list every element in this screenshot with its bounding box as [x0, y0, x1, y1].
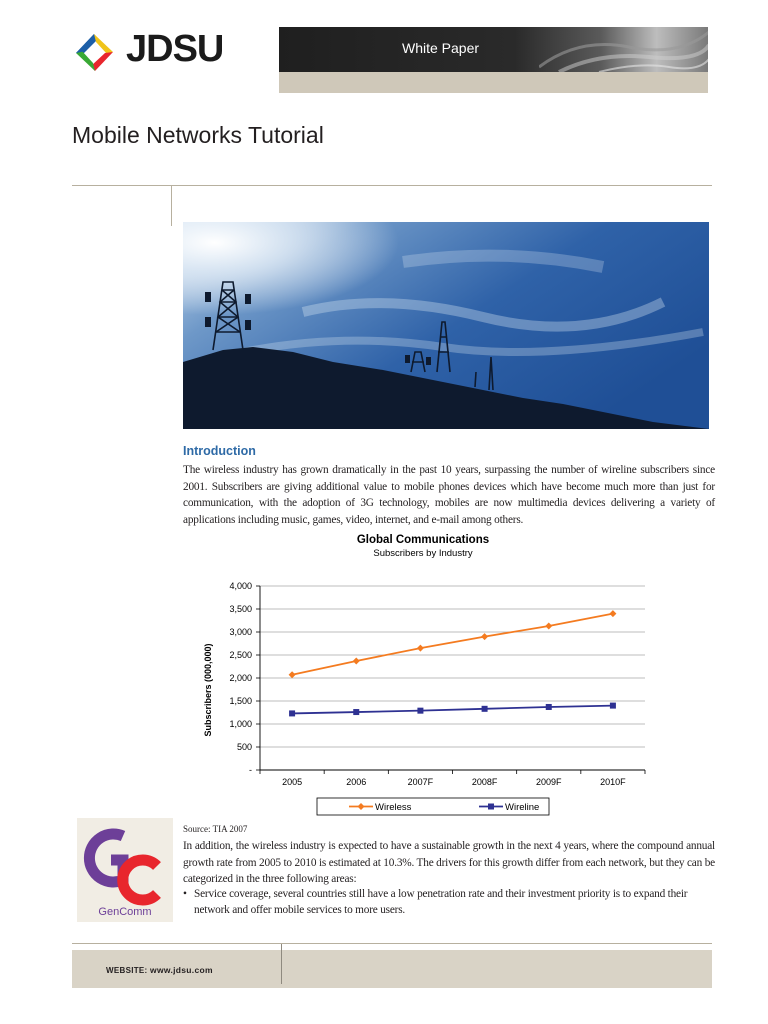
chart-series-line-wireless	[292, 614, 613, 675]
footer-divider	[72, 943, 712, 944]
chart-point-wireline	[610, 703, 616, 709]
chart-legend-label: Wireless	[375, 802, 412, 813]
divider	[72, 185, 712, 186]
chart-legend-marker	[488, 804, 494, 810]
chart-ytick-label: 1,000	[229, 719, 252, 729]
page-title: Mobile Networks Tutorial	[72, 122, 324, 148]
chart-ytick-label: 4,000	[229, 581, 252, 591]
chart-series-line-wireline	[292, 706, 613, 714]
chart-ytick-label: 2,500	[229, 650, 252, 660]
chart-xtick-label: 2005	[282, 777, 303, 787]
chart-point-wireline	[353, 709, 359, 715]
chart-xtick-label: 2009F	[535, 777, 562, 787]
intro-paragraph: The wireless industry has grown dramatically in the past 10 years, surpassing the number of wireline subscribers since 2001. Subscribers are giving additional value to mobile phones devices which have become much more than just for communication, with the adoption of 3G technology, mobiles are now multimedia devices delivering a variety of applications including music, games, video, internet, and e-mail among others.	[183, 464, 715, 526]
chart-ytick-label: 2,000	[229, 673, 252, 683]
gencomm-logo	[77, 818, 173, 922]
chart-point-wireless	[481, 633, 488, 640]
divider-vertical	[171, 186, 172, 226]
brand-name: JDSU	[126, 28, 224, 70]
footer-divider-vertical	[281, 944, 282, 984]
footer-website-label: WEBSITE:	[106, 966, 148, 975]
chart-ytick-label: 3,500	[229, 604, 252, 614]
bullet-icon: •	[183, 888, 187, 900]
chart-legend-label: Wireline	[505, 802, 540, 813]
chart-source: Source: TIA 2007	[183, 824, 248, 834]
list-item-text: Service coverage, several countries still have a low penetration rate and their investment priority is to expand their network and offer mobile services to more users.	[194, 888, 688, 916]
growth-paragraph: In addition, the wireless industry is expected to have a sustainable growth in the next 4 years, where the compound annual growth rate from 2005 to 2010 is estimated at 10.3%. The drivers for this growth differ from each network, but they can be categorized in the three following areas:	[183, 840, 715, 885]
chart-xtick-label: 2006	[346, 777, 367, 787]
chart-ytick-label: 1,500	[229, 696, 252, 706]
header-subband	[279, 72, 708, 93]
chart-point-wireless	[289, 671, 296, 678]
header-band	[279, 27, 708, 72]
section-heading: Introduction	[183, 444, 256, 458]
chart-point-wireless	[417, 645, 424, 652]
chart-xtick-label: 2008F	[471, 777, 498, 787]
chart-xtick-label: 2007F	[407, 777, 434, 787]
chart-xtick-label: 2010F	[600, 777, 626, 787]
chart-ylabel: Subscribers (000,000)	[203, 643, 213, 737]
chart-ytick-label: 500	[236, 742, 252, 752]
chart-ytick-label: 3,000	[229, 627, 252, 637]
chart-point-wireline	[417, 708, 423, 714]
chart-ytick-label: -	[249, 765, 252, 775]
cell-towers-photo	[183, 222, 709, 429]
chart-title: Global Communications	[356, 534, 490, 546]
chart-point-wireless	[353, 657, 360, 664]
header-band-texture	[539, 27, 708, 72]
gencomm-name: GenComm	[98, 906, 152, 918]
chart-point-wireline	[546, 704, 552, 710]
chart-point-wireline	[289, 710, 295, 716]
chart-point-wireless	[545, 623, 552, 630]
jdsu-diamond-icon	[76, 34, 113, 71]
footer-website-link[interactable]: www.jdsu.com	[150, 965, 213, 975]
subscribers-chart	[183, 528, 703, 820]
doc-type-label: White Paper	[402, 40, 480, 56]
chart-point-wireless	[609, 610, 616, 617]
footer-website	[106, 965, 213, 975]
chart-point-wireline	[482, 706, 488, 712]
chart-subtitle: Subscribers by Industry	[373, 548, 473, 559]
